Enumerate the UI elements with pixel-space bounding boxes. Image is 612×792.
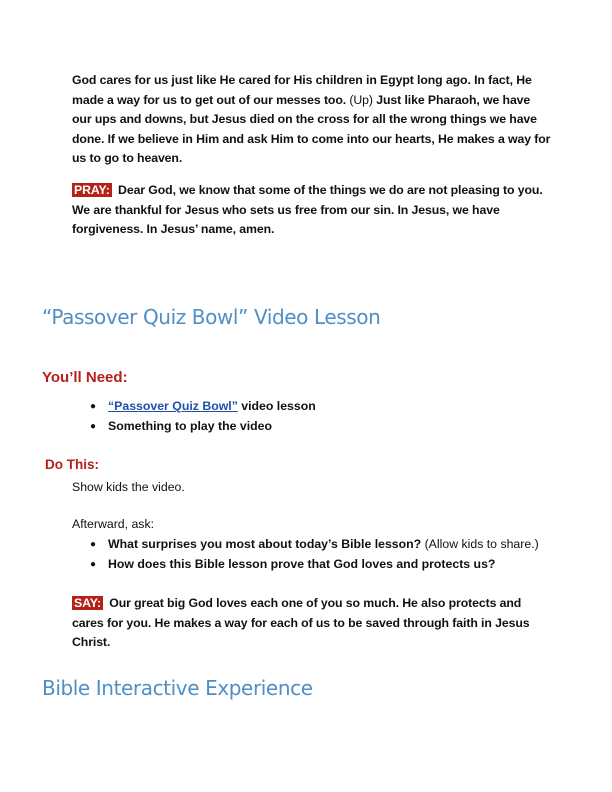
questions-list [90, 535, 560, 574]
pray-tag: PRAY: [74, 183, 110, 197]
intro-text-b: Just like Pharaoh, we have our ups and downs, but Jesus died on the cross for all the wrong things we have done. If we believe in Him and ask Him to come into our hearts, He makes a way for us to go to heaven. [72, 92, 551, 166]
say-text: Our great big God loves each one of you so much. He also protects and cares for you. He makes a way for each of us to be saved through faith in Jesus Christ. [72, 596, 530, 650]
intro-paragraph [72, 71, 552, 169]
say-tag: SAY: [74, 596, 101, 610]
list-item [90, 397, 560, 417]
need-item-text: Something to play the video [108, 418, 272, 433]
list-item [90, 555, 560, 575]
needs-list [90, 397, 560, 436]
pray-text: Dear God, we know that some of the things we do are not pleasing to you. We are thankful for Jesus who sets us free from our sin. In Jesus, we have forgiveness. In Jesus’ name, amen. [72, 183, 543, 237]
intro-cue: (Up) [349, 92, 373, 107]
youll-need-heading: You’ll Need: [42, 369, 128, 386]
question-text: How does this Bible lesson prove that God loves and protects us? [108, 556, 496, 571]
intro-text-a: God cares for us just like He cared for His children in Egypt long ago. In fact, He made a way for us to get out of our messes too. [72, 73, 532, 107]
list-item [90, 535, 560, 555]
need-item-text: video lesson [237, 399, 316, 413]
list-item [90, 417, 560, 437]
question-note: (Allow kids to share.) [421, 537, 539, 551]
do-this-heading: Do This: [45, 457, 99, 472]
bible-experience-heading: Bible Interactive Experience [42, 676, 313, 700]
show-video-text: Show kids the video. [72, 480, 185, 494]
afterward-ask-text: Afterward, ask: [72, 517, 155, 531]
question-text: What surprises you most about today’s Bible lesson? [108, 537, 422, 551]
video-lesson-heading: “Passover Quiz Bowl” Video Lesson [42, 305, 381, 329]
video-lesson-link[interactable]: “Passover Quiz Bowl” [108, 399, 238, 413]
say-paragraph [72, 594, 552, 653]
pray-paragraph [72, 181, 552, 240]
